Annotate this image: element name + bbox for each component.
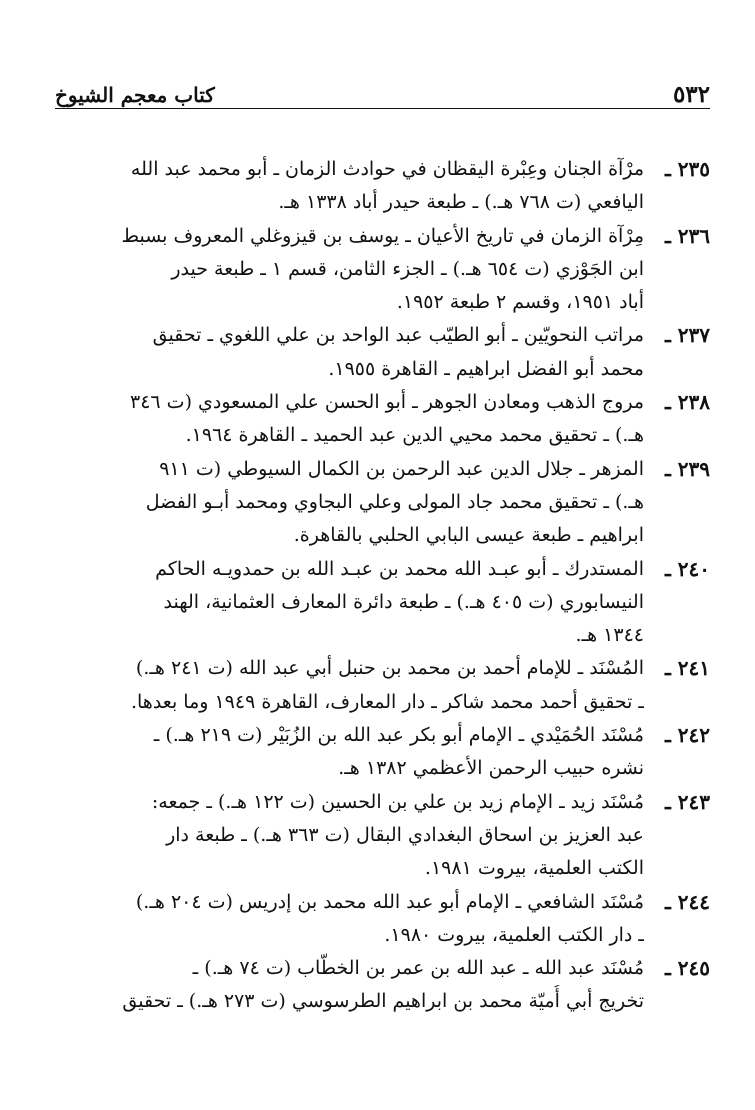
bibliography-entry: [62, 319, 710, 386]
entry-line: اليافعي (ت ٧٦٨ هـ.) ـ طبعة حيدر أباد ١٣٣٨ هـ.: [278, 191, 644, 214]
entry-text: [62, 886, 644, 953]
entry-number: ٢٣٦ ـ: [664, 223, 710, 248]
entry-line: هـ.) ـ تحقيق محمد جاد المولى وعلي البجاوي ومحمد أبـو الفضل: [145, 490, 644, 513]
entry-line: مِرْآة الزمان في تاريخ الأعيان ـ يوسف بن قيزوغلي المعروف بسبط: [121, 224, 644, 247]
entry-number: ٢٣٩ ـ: [664, 456, 710, 481]
entry-line: الكتب العلمية، بيروت ١٩٨١.: [424, 857, 644, 880]
entry-line: محمد أبو الفضل ابراهيم ـ القاهرة ١٩٥٥.: [328, 357, 644, 380]
entry-text: [62, 952, 644, 1019]
bibliography-list: [62, 153, 710, 1019]
entry-text: [62, 153, 644, 220]
bibliography-entry: [62, 386, 710, 453]
entry-line: ١٣٤٤ هـ.: [575, 624, 644, 647]
entry-number: ٢٣٧ ـ: [664, 323, 710, 348]
entry-line: مروج الذهب ومعادن الجوهر ـ أبو الحسن علي المسعودي (ت ٣٤٦: [130, 391, 644, 414]
entry-line: مراتب النحويّين ـ أبو الطيّب عبد الواحد بن علي اللغوي ـ تحقيق: [152, 324, 644, 347]
bibliography-entry: [62, 952, 710, 1019]
entry-line: أباد ١٩٥١، وقسم ٢ طبعة ١٩٥٢.: [396, 291, 644, 314]
entry-text: [62, 652, 644, 719]
entry-line: ابن الجَوْزي (ت ٦٥٤ هـ.) ـ الجزء الثامن، قسم ١ ـ طبعة حيدر: [171, 257, 644, 280]
entry-number: ٢٣٥ ـ: [664, 157, 710, 181]
entry-line: مُسْنَد الشافعي ـ الإمام أبو عبد الله محمد بن إدريس (ت ٢٠٤ هـ.): [135, 890, 644, 913]
entry-number: ٢٤٤ ـ: [664, 889, 710, 914]
entry-text: [62, 553, 644, 653]
entry-line: ـ تحقيق أحمد محمد شاكر ـ دار المعارف، القاهرة ١٩٤٩ وما بعدها.: [130, 690, 644, 713]
bibliography-entry: [62, 220, 710, 320]
entry-line: ـ دار الكتب العلمية، بيروت ١٩٨٠.: [384, 923, 644, 946]
entry-number: ٢٤٣ ـ: [664, 789, 710, 814]
entry-text: [62, 220, 644, 320]
entry-line: مُسْنَد عبد الله ـ عبد الله بن عمر بن الخطّاب (ت ٧٤ هـ.) ـ: [192, 957, 644, 980]
entry-number: ٢٤٢ ـ: [664, 723, 710, 748]
entry-number: ٢٤٠ ـ: [664, 556, 710, 581]
entry-text: [62, 719, 644, 786]
entry-line: مُسْنَد زيد ـ الإمام زيد بن علي بن الحسين (ت ١٢٢ هـ.) ـ جمعه:: [151, 790, 644, 813]
entry-line: نشره حبيب الرحمن الأعظمي ١٣٨٢ هـ.: [338, 757, 644, 780]
bibliography-entry: [62, 652, 710, 719]
entry-number: ٢٣٨ ـ: [664, 390, 710, 415]
running-title: كتاب معجم الشيوخ: [55, 83, 215, 107]
entry-line: المستدرك ـ أبو عبـد الله محمد بن عبـد الله بن حمدويـه الحاكم: [155, 557, 644, 580]
entry-text: [62, 386, 644, 453]
page-header: [55, 80, 710, 110]
entry-line: مرْآة الجنان وعِبْرة اليقظان في حوادث الزمان ـ أبو محمد عبد الله: [130, 158, 644, 180]
entry-number: ٢٤١ ـ: [664, 656, 710, 681]
entry-line: النيسابوري (ت ٤٠٥ هـ.) ـ طبعة دائرة المعارف العثمانية، الهند: [163, 590, 644, 613]
entry-line: عبد العزيز بن اسحاق البغدادي البقال (ت ٣٦٣ هـ.) ـ طبعة دار: [166, 823, 644, 846]
bibliography-entry: [62, 553, 710, 653]
entry-line: المُسْنَد ـ للإمام أحمد بن محمد بن حنبل أبي عبد الله (ت ٢٤١ هـ.): [135, 657, 644, 680]
entry-text: [62, 786, 644, 886]
bibliography-entry: [62, 786, 710, 886]
entry-line: هـ.) ـ تحقيق محمد محيي الدين عبد الحميد ـ القاهرة ١٩٦٤.: [185, 424, 644, 447]
entry-text: [62, 453, 644, 553]
entry-number: ٢٤٥ ـ: [664, 956, 710, 981]
entry-line: ابراهيم ـ طبعة عيسى البابي الحلبي بالقاهرة.: [293, 524, 644, 547]
header-rule: [55, 108, 710, 109]
entry-text: [62, 319, 644, 386]
entry-line: تخريج أبي أُميّة محمد بن ابراهيم الطرسوسي (ت ٢٧٣ هـ.) ـ تحقيق: [122, 990, 644, 1013]
bibliography-entry: [62, 719, 710, 786]
bibliography-entry: [62, 453, 710, 553]
bibliography-entry: [62, 886, 710, 953]
page-number: ٥٣٢: [672, 81, 710, 108]
entry-line: مُسْنَد الحُمَيْدي ـ الإمام أبو بكر عبد الله بن الزُبَيْر (ت ٢١٩ هـ.) ـ: [153, 724, 644, 747]
entry-line: المزهر ـ جلال الدين عبد الرحمن بن الكمال السيوطي (ت ٩١١: [159, 457, 644, 480]
bibliography-entry: [62, 153, 710, 220]
